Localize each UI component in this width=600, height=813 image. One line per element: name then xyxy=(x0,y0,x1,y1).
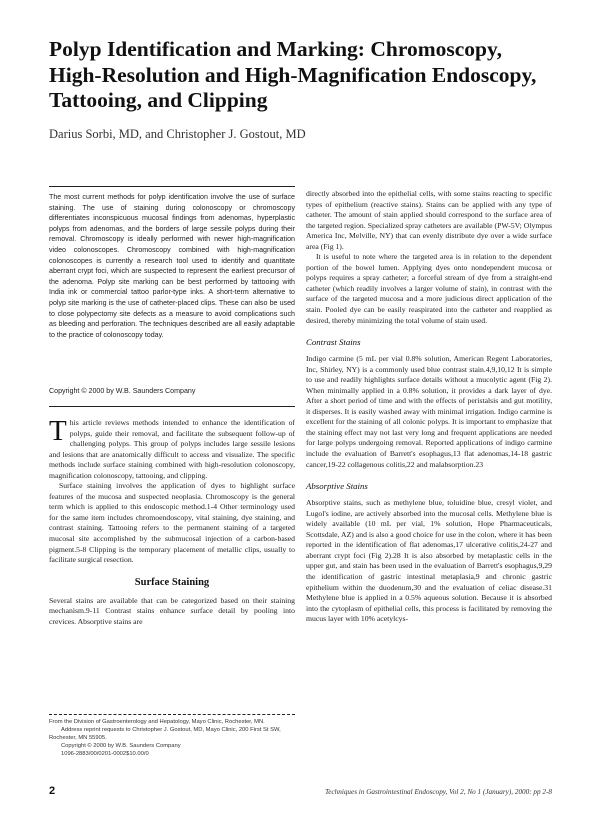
application-paragraph: It is useful to note where the targeted area is in relation to the dependent portion of the bowel lumen. Applying dyes onto nondependent mucosa or polyps requires a spray catheter; a forceful stream of dye from a straight-end catheter (which readily involves a larger volume of stain), in contrast with the surface of the targeted mucosa and a more judicious direct application of the stain. Pooled dye can be easily reaspirated into the catheter and reapplied as desired, thereby minimizing the total volume of stain used. xyxy=(306,252,552,325)
page-number: 2 xyxy=(49,785,56,797)
methylene-blue-paragraph: Absorptive stains, such as methylene blue, toluidine blue, cresyl violet, and Lugol's iodine, are actively absorbed into the mucosal cells. Methylene blue is widely available (10 mL per vial, 1% solution, Hope Pharmaceuticals, Scottsdale, AZ) and is also a good choice for use in the colon, where it has been reported in the identification of flat adenomas,17 ulcerative colitis,24-27 and aberrant crypt foci (Fig 2).28 It is also absorbed by metaplastic cells in the upper gut, and stain has been used in the evaluation of Barrett's esophagus,9,29 the identification of gastric intestinal metaplasia,9 and chronic gastric epithelium within the duodenum,30 and the evaluation of celiac disease.31 Methylene blue is applied in a 0.5% aqueous solution. Because it is absorbed into the cytoplasm of epithelial cells, this process is facilitated by removing the mucus layer with 10% acetylcys- xyxy=(306,498,552,624)
staining-paragraph: Several stains are available that can be categorized based on their staining mechanism.9-11 Contrast stains enhance surface detail by pooling into crevices. Absorptive stains are xyxy=(49,595,295,626)
footnote-issn: 1096-2883/00/0201-0002$10.00/0 xyxy=(61,751,149,757)
footnotes xyxy=(49,718,295,758)
footnote-affiliation: From the Division of Gastroenterology and Hepatology, Mayo Clinic, Rochester, MN. xyxy=(49,719,265,725)
footnote-rule xyxy=(49,714,295,715)
drop-cap: T xyxy=(49,415,67,447)
abstract-copyright: Copyright © 2000 by W.B. Saunders Company xyxy=(49,387,196,395)
chromoscopy-paragraph: Surface staining involves the application of dyes to highlight surface features of the mucosa and suspected neoplasia. Chromoscopy is the general term which is applied to this endoscopic method.1-4 Other terminology used for the same item includes chromoendoscopy, vital staining, dye staining, and contrast staining. Tattooing refers to the permanent staining of a targeted mucosal site accomplished by the submucosal injection of a carbon-based pigment.5-8 Clipping is the temporary placement of metallic clips, usually to facilitate surgical resection. xyxy=(49,481,295,565)
right-column xyxy=(306,189,552,625)
intro-text: his article reviews methods intended to enhance the identification of polyps, guide their removal, and facilitate the subsequent follow-up of challenging polyps. This group of polyps includes large sessile lesions and lesions that are anatomically difficult to access and visualize. The specific methods include surface staining combined with high-resolution colonoscopy, magnification colonoscopy, tattooing, and clipping. xyxy=(49,418,295,480)
section-heading-surface-staining: Surface Staining xyxy=(134,576,210,588)
left-column xyxy=(49,415,295,627)
stains-paragraph: directly absorbed into the epithelial cells, with some stains reacting to specific types of epithelium (reactive stains). Stains can be applied with any type of catheter. The amount of stain applied should correspond to the surface area of the targeted region. Specialized spray catheters are available (PW-5V; Olympus America Inc, Melville, NY) that can evenly distribute dye over a wide surface area (Fig 1). xyxy=(306,189,552,251)
indigo-carmine-paragraph: Indigo carmine (5 mL per vial 0.8% solution, American Regent Laboratories, Inc, Shirley, NY) is a commonly used blue contrast stain.4,9,10,12 It is simple to use and readily highlights surface details without a mucolytic agent (Fig 2). When minimally applied in a 0.8% solution, it provides a dark layer of dye. After a short period of time and with the effects of peristalsis and gut motility, it disperses. It is easily washed away with minimal irrigation. Indigo carmine is excellent for the staining of all colonic polyps. It is important to emphasize that the staining effect may not last very long and frequent applications are needed for large polyps undergoing removal. Reported applications of indigo carmine include the evaluation of Barrett's esophagus,13 flat adenomas,14-18 gastric cancer,19-22 collagenous colitis,22 and malabsorption.23 xyxy=(306,354,552,469)
journal-footer: Techniques in Gastrointestinal Endoscopy, Vol 2, No 1 (January), 2000: pp 2-8 xyxy=(324,788,552,796)
footnote-copyright: Copyright © 2000 by W.B. Saunders Company xyxy=(61,743,181,749)
subheading-absorptive-stains: Absorptive Stains xyxy=(306,481,368,492)
article-title: Polyp Identification and Marking: Chromoscopy, High-Resolution and High-Magnification Endoscopy, Tattooing, and Clipping xyxy=(49,37,537,112)
abstract-text: The most current methods for polyp identification involve the use of surface staining. The use of staining during colonoscopy or chromoscopy differentiates inconspicuous mucosal findings from adenomas, hyperplastic polyps from adenomas, and the borders of large sessile polyps during their removal. Chromoscopy is ideally performed with newer high-magnification video colonoscopes. Chromoscopy combined with high-magnification colonoscopes is currently a research tool used to identify and quantitate aberrant crypt foci, which are suspected to represent the earliest precursor of the adenoma. Polyp site marking can be best performed by tattooing with India ink or commercial tattoo parlor-type inks. A short-term alternative to polyp site marking is the use of catheter-placed clips. These can also be used to close polypectomy site defects as a measure to avoid complications such as bleeding and perforation. The techniques described are all easily adaptable to the practice of colonoscopy today. xyxy=(49,193,295,339)
intro-paragraph xyxy=(49,415,295,481)
subheading-contrast-stains: Contrast Stains xyxy=(306,337,361,348)
footnote-reprints: Address reprint requests to Christopher J. Gostout, MD, Mayo Clinic, 200 First St SW, Rochester, MN 55905. xyxy=(49,727,281,741)
abstract-top-rule xyxy=(49,186,295,187)
abstract-bottom-rule xyxy=(49,406,295,407)
article-authors: Darius Sorbi, MD, and Christopher J. Gostout, MD xyxy=(49,127,306,141)
